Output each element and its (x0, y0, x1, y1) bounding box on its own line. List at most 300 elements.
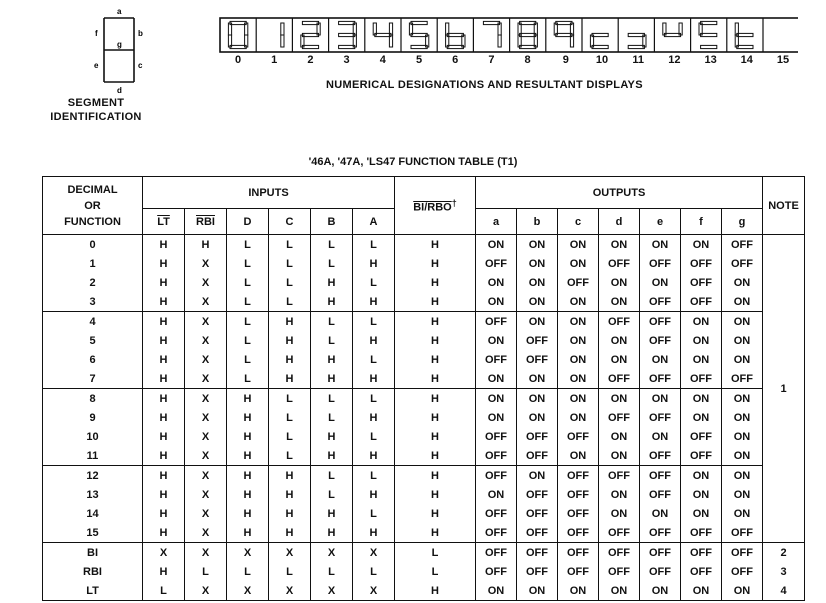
note-cell: 1 (763, 235, 805, 543)
display-number-label: 12 (668, 54, 681, 66)
function-cell: BI (43, 543, 143, 563)
input-col-rbi (185, 209, 227, 235)
input-a-cell: L (353, 504, 395, 523)
output-b-cell: OFF (517, 523, 558, 543)
input-c-cell: H (269, 485, 311, 504)
display-number-label: 15 (776, 54, 790, 66)
display-digit-6 (446, 23, 465, 49)
output-c-cell: ON (558, 389, 599, 409)
output-d-cell: OFF (599, 466, 640, 486)
display-number-label: 6 (452, 54, 459, 66)
input-a-cell: H (353, 446, 395, 466)
table-row (43, 350, 805, 369)
output-g-cell: OFF (722, 369, 763, 389)
input-rbi-cell: X (185, 273, 227, 292)
output-d-cell: ON (599, 485, 640, 504)
display-segment-d (520, 45, 536, 48)
input-a-cell: H (353, 485, 395, 504)
table-row (43, 466, 805, 486)
table-row (43, 312, 805, 332)
output-a-cell: ON (487, 334, 505, 347)
display-number-label: 14 (740, 54, 753, 66)
display-number-label: 5 (415, 54, 423, 66)
output-b-cell: ON (517, 389, 558, 409)
display-number-label: 9 (562, 54, 569, 66)
input-d-cell: H (227, 389, 269, 409)
input-rbi-cell: X (185, 292, 227, 312)
segment-caption-line1: SEGMENT (67, 97, 125, 109)
input-rbi-cell: X (185, 446, 227, 466)
input-b-cell: H (311, 369, 353, 389)
display-segment-a (520, 21, 536, 24)
table-row (43, 235, 805, 255)
output-d-cell: ON (599, 504, 640, 523)
input-col-d (227, 209, 269, 235)
function-cell: 3 (43, 292, 143, 312)
input-a-cell: L (353, 389, 395, 409)
display-digit-10 (590, 33, 608, 48)
input-c-cell: L (269, 292, 311, 312)
output-a-cell: ON (476, 581, 517, 601)
input-rbi-cell: X (185, 504, 227, 523)
display-digit-8 (518, 21, 537, 48)
display-segment-c (498, 35, 501, 47)
table-row (43, 446, 805, 466)
output-c-cell: OFF (558, 562, 599, 581)
output-f-cell: ON (681, 408, 722, 427)
output-a-cell: ON (487, 372, 505, 385)
bi-rbo-cell: H (395, 485, 476, 504)
header-dagger: † (451, 197, 457, 208)
input-b-cell: H (311, 292, 353, 312)
input-d-cell: L (227, 350, 269, 369)
output-d-cell: ON (599, 389, 640, 409)
output-e-cell: ON (640, 235, 681, 255)
input-lt-cell: H (159, 488, 168, 501)
bi-rbo-cell: H (395, 273, 476, 292)
output-b-cell: ON (517, 254, 558, 273)
input-a-cell: H (353, 523, 395, 543)
table-row (43, 408, 805, 427)
output-c-cell: ON (558, 312, 599, 332)
output-e-cell: OFF (640, 446, 681, 466)
function-cell: 10 (43, 427, 143, 446)
output-f-cell: ON (681, 350, 722, 369)
output-e-cell: OFF (640, 312, 681, 332)
output-a-cell: ON (487, 295, 505, 308)
output-c-cell: ON (558, 408, 599, 427)
input-rbi-cell: X (185, 466, 227, 486)
output-c-cell: OFF (558, 427, 599, 446)
output-e-cell: OFF (640, 292, 681, 312)
display-segment-a (302, 21, 318, 24)
output-e-cell: ON (640, 427, 681, 446)
segment-label-c: c (138, 61, 143, 70)
input-lt-cell: H (159, 295, 168, 308)
input-a-cell: L (353, 350, 395, 369)
output-e-cell: OFF (640, 331, 681, 350)
input-b-cell: L (311, 331, 353, 350)
output-e-cell: OFF (640, 369, 681, 389)
output-f-cell: ON (681, 235, 722, 255)
display-segment-a (483, 21, 499, 24)
output-g-cell: ON (722, 389, 763, 409)
output-f-cell: ON (681, 485, 722, 504)
output-g-cell: OFF (722, 543, 763, 563)
output-f-cell: OFF (681, 369, 722, 389)
output-g-cell: ON (722, 292, 763, 312)
input-a-cell: X (353, 581, 395, 601)
input-rbi-cell: X (185, 543, 227, 563)
bi-rbo-cell: H (395, 446, 476, 466)
input-c-cell: H (269, 466, 311, 486)
output-a-cell: OFF (485, 526, 507, 539)
input-d-cell: L (227, 254, 269, 273)
function-cell: LT (43, 581, 143, 601)
input-lt-cell: H (143, 312, 185, 332)
note-cell: 2 (763, 543, 805, 563)
table-row (43, 562, 805, 581)
segment-identification-caption (40, 96, 152, 124)
output-b-cell: OFF (517, 427, 558, 446)
output-g-cell: ON (722, 408, 763, 427)
output-f-cell: OFF (681, 292, 722, 312)
display-digit-11 (628, 33, 646, 48)
input-d-cell: H (227, 427, 269, 446)
input-col-label: B (327, 215, 336, 228)
output-e-cell: OFF (640, 408, 681, 427)
table-row (43, 504, 805, 523)
output-d-cell: OFF (599, 562, 640, 581)
input-c-cell: L (269, 254, 311, 273)
input-b-cell: X (311, 581, 353, 601)
output-g-cell: OFF (722, 254, 763, 273)
output-a-cell: OFF (485, 507, 507, 520)
table-row (43, 427, 805, 446)
output-a-cell: ON (487, 411, 505, 424)
output-col-e: e (640, 209, 681, 235)
input-a-cell: H (353, 331, 395, 350)
output-f-cell: ON (681, 504, 722, 523)
output-c-cell: OFF (558, 504, 599, 523)
segment-label-f: f (95, 29, 98, 38)
header-inputs: INPUTS (143, 177, 395, 209)
output-c-cell: OFF (558, 543, 599, 563)
output-c-cell: OFF (558, 273, 599, 292)
bi-rbo-cell: H (395, 389, 476, 409)
output-e-cell: OFF (640, 466, 681, 486)
input-d-cell: L (227, 562, 269, 581)
input-a-cell: H (353, 254, 395, 273)
bi-rbo-cell: H (395, 292, 476, 312)
input-col-label: $\overline{LT}$ (157, 215, 170, 228)
output-a-cell: OFF (485, 565, 507, 578)
table-row (43, 485, 805, 504)
input-b-cell: L (311, 408, 353, 427)
bi-rbo-cell: H (395, 504, 476, 523)
function-cell: 5 (43, 331, 143, 350)
display-segment-g (628, 33, 644, 36)
input-lt-cell: H (159, 257, 168, 270)
output-g-cell: OFF (722, 562, 763, 581)
displays-caption: NUMERICAL DESIGNATIONS AND RESULTANT DISPLAYS (326, 79, 643, 91)
output-a-cell: OFF (485, 449, 507, 462)
input-b-cell: L (311, 235, 353, 255)
output-e-cell: ON (640, 581, 681, 601)
input-rbi-cell: X (185, 389, 227, 409)
output-c-cell: ON (558, 254, 599, 273)
display-segment-a (230, 21, 246, 24)
output-col-f: f (681, 209, 722, 235)
output-e-cell: OFF (640, 523, 681, 543)
input-b-cell: H (311, 523, 353, 543)
output-f-cell: OFF (681, 273, 722, 292)
output-c-cell: ON (558, 235, 599, 255)
output-d-cell: ON (599, 331, 640, 350)
function-cell: 2 (43, 273, 143, 292)
output-a-cell: ON (476, 389, 517, 409)
input-c-cell: L (269, 562, 311, 581)
output-f-cell: OFF (681, 523, 722, 543)
segment-label-b: b (138, 29, 143, 38)
input-b-cell: L (311, 254, 353, 273)
input-d-cell: X (227, 543, 269, 563)
output-g-cell: ON (722, 504, 763, 523)
segment-label-a: a (117, 7, 122, 16)
output-b-cell: OFF (517, 485, 558, 504)
input-a-cell: H (353, 292, 395, 312)
input-rbi-cell: X (185, 254, 227, 273)
input-lt-cell: H (143, 389, 185, 409)
output-g-cell: ON (722, 446, 763, 466)
display-segment-d (628, 45, 644, 48)
display-number-label: 8 (524, 54, 531, 66)
input-lt-cell: H (159, 372, 168, 385)
input-col-c (269, 209, 311, 235)
segment-label-e: e (94, 61, 99, 70)
input-a-cell: L (353, 466, 395, 486)
output-f-cell: ON (681, 331, 722, 350)
input-col-label: $\overline{RBI}$ (196, 215, 215, 228)
display-segment-a (339, 21, 355, 24)
output-e-cell: OFF (640, 485, 681, 504)
display-segment-d (411, 45, 427, 48)
header-note: NOTE (763, 177, 805, 235)
display-number-label: 4 (379, 54, 386, 66)
input-d-cell: L (227, 235, 269, 255)
table-row (43, 273, 805, 292)
segment-caption-line2: IDENTIFICATION (50, 111, 142, 123)
output-g-cell: OFF (722, 523, 763, 543)
input-col-a (353, 209, 395, 235)
display-segment-g (447, 33, 463, 36)
input-lt-cell: L (143, 581, 185, 601)
input-d-cell: H (227, 466, 269, 486)
output-c-cell: ON (558, 292, 599, 312)
output-a-cell: OFF (476, 543, 517, 563)
output-a-cell: ON (487, 238, 505, 251)
input-lt-cell: H (159, 334, 168, 347)
function-cell: 8 (43, 389, 143, 409)
input-lt-cell: H (159, 565, 168, 578)
output-d-cell: ON (599, 446, 640, 466)
output-f-cell: ON (681, 312, 722, 332)
input-d-cell: L (227, 369, 269, 389)
input-rbi-cell: L (185, 562, 227, 581)
output-e-cell: OFF (640, 562, 681, 581)
output-c-cell: ON (558, 369, 599, 389)
bi-rbo-cell: H (395, 427, 476, 446)
display-number-label: 0 (234, 54, 242, 66)
function-cell: 14 (43, 504, 143, 523)
input-b-cell: L (311, 312, 353, 332)
display-number-label: 7 (488, 54, 495, 66)
output-g-cell: ON (722, 312, 763, 332)
output-f-cell: ON (681, 581, 722, 601)
output-a-cell: OFF (485, 257, 507, 270)
display-segment-g (411, 33, 427, 36)
output-a-cell: ON (487, 276, 505, 289)
output-f-cell: OFF (681, 254, 722, 273)
input-c-cell: H (269, 350, 311, 369)
input-d-cell: H (227, 485, 269, 504)
table-row (43, 369, 805, 389)
output-g-cell: ON (722, 485, 763, 504)
input-lt-cell: X (143, 543, 185, 563)
output-col-c: c (558, 209, 599, 235)
input-col-label: A (369, 215, 378, 228)
output-a-cell: OFF (476, 312, 517, 332)
input-c-cell: L (269, 389, 311, 409)
input-col-lt (143, 209, 185, 235)
input-a-cell: L (353, 273, 395, 292)
input-col-label: C (285, 215, 294, 228)
output-b-cell: OFF (517, 504, 558, 523)
input-a-cell: H (353, 369, 395, 389)
function-cell: 6 (43, 350, 143, 369)
display-digit-0 (228, 21, 247, 48)
input-lt-cell: H (159, 507, 168, 520)
input-col-b (311, 209, 353, 235)
function-cell: 7 (43, 369, 143, 389)
output-b-cell: ON (517, 235, 558, 255)
output-a-cell: ON (487, 488, 505, 501)
input-d-cell: L (227, 273, 269, 292)
output-col-d: d (599, 209, 640, 235)
input-rbi-cell: H (185, 235, 227, 255)
input-lt-cell: H (159, 449, 168, 462)
output-col-b: b (517, 209, 558, 235)
table-row (43, 523, 805, 543)
input-lt-cell: H (159, 430, 168, 443)
input-lt-cell: H (159, 526, 168, 539)
note-cell: 3 (763, 562, 805, 581)
input-a-cell: X (353, 543, 395, 563)
input-b-cell: H (311, 273, 353, 292)
display-segment-b (281, 23, 284, 35)
output-d-cell: ON (599, 273, 640, 292)
input-c-cell: H (269, 312, 311, 332)
function-cell: 9 (43, 408, 143, 427)
input-b-cell: L (311, 466, 353, 486)
bi-rbo-cell: L (395, 562, 476, 581)
function-cell: 0 (43, 235, 143, 255)
display-segment-g (375, 33, 391, 36)
bi-rbo-cell: H (395, 331, 476, 350)
display-digit-1 (281, 23, 284, 47)
input-c-cell: H (269, 331, 311, 350)
display-segment-g (701, 33, 717, 36)
display-segment-d (339, 45, 355, 48)
output-a-cell: OFF (485, 430, 507, 443)
output-c-cell: OFF (558, 523, 599, 543)
display-digit-4 (373, 23, 392, 47)
output-b-cell: ON (517, 408, 558, 427)
input-c-cell: L (269, 408, 311, 427)
output-b-cell: ON (517, 273, 558, 292)
output-e-cell: ON (640, 504, 681, 523)
output-c-cell: ON (558, 331, 599, 350)
display-number-label: 3 (343, 54, 350, 66)
output-d-cell: ON (599, 235, 640, 255)
output-d-cell: OFF (599, 408, 640, 427)
input-c-cell: L (269, 446, 311, 466)
input-d-cell: H (227, 446, 269, 466)
display-digit-7 (483, 21, 501, 47)
table-row (43, 254, 805, 273)
output-f-cell: OFF (681, 446, 722, 466)
display-segment-a (556, 21, 572, 24)
input-rbi-cell: X (185, 369, 227, 389)
input-lt-cell: H (159, 411, 168, 424)
input-rbi-cell: X (185, 408, 227, 427)
output-f-cell: ON (681, 389, 722, 409)
bi-rbo-cell: H (395, 408, 476, 427)
output-f-cell: OFF (681, 562, 722, 581)
display-segment-d (737, 45, 753, 48)
display-number-label: 13 (704, 54, 717, 66)
output-b-cell: OFF (517, 562, 558, 581)
table-row (43, 581, 805, 601)
output-b-cell: ON (517, 581, 558, 601)
output-b-cell: ON (517, 369, 558, 389)
output-c-cell: OFF (558, 466, 599, 486)
output-e-cell: OFF (640, 254, 681, 273)
input-rbi-cell: X (185, 331, 227, 350)
input-d-cell: H (227, 504, 269, 523)
output-g-cell: ON (722, 331, 763, 350)
table-row (43, 292, 805, 312)
display-segment-d (230, 45, 246, 48)
output-g-cell: ON (722, 273, 763, 292)
input-b-cell: X (311, 543, 353, 563)
input-lt-cell: H (143, 466, 185, 486)
input-c-cell: H (269, 504, 311, 523)
output-c-cell: OFF (558, 485, 599, 504)
display-digit-12 (663, 23, 682, 37)
header-outputs: OUTPUTS (476, 177, 763, 209)
display-digit-5 (409, 21, 428, 48)
bi-rbo-cell: H (395, 312, 476, 332)
display-segment-d (302, 45, 318, 48)
display-number-label: 11 (632, 54, 645, 66)
output-g-cell: ON (722, 427, 763, 446)
input-rbi-cell: X (185, 427, 227, 446)
output-e-cell: OFF (640, 543, 681, 563)
input-d-cell: L (227, 331, 269, 350)
input-rbi-cell: X (185, 350, 227, 369)
output-b-cell: ON (517, 466, 558, 486)
